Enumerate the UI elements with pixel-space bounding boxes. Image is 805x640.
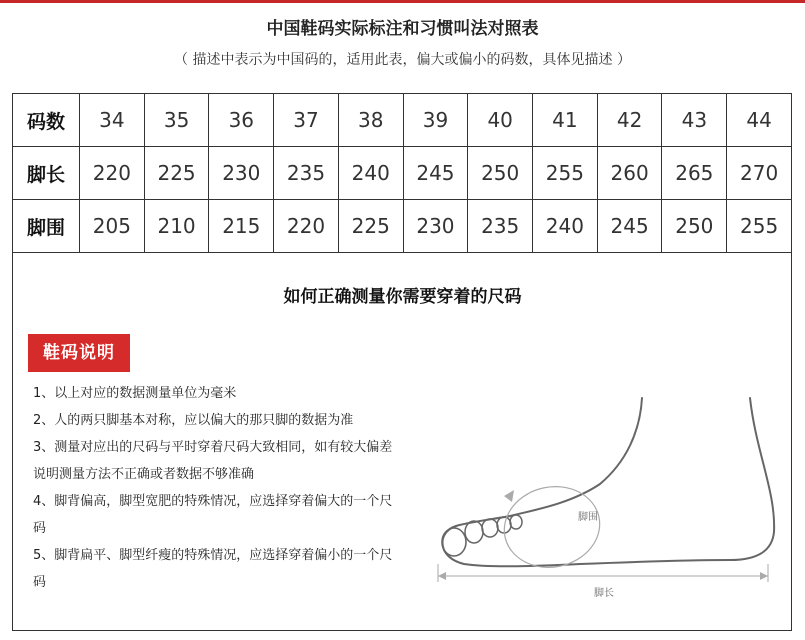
top-accent-bar	[0, 0, 805, 3]
note-line: 码	[33, 521, 47, 536]
note-line: 码	[33, 575, 47, 590]
size-cell: 42	[597, 94, 662, 147]
length-cell: 240	[338, 147, 403, 200]
girth-cell: 210	[144, 200, 209, 253]
note-line: 2、人的两只脚基本对称，应以偏大的那只脚的数据为准	[33, 413, 354, 428]
length-label: 脚长	[594, 588, 614, 599]
row-header-foot-girth: 脚围	[13, 200, 80, 253]
toe	[465, 521, 483, 543]
size-cell: 44	[727, 94, 792, 147]
girth-cell: 240	[533, 200, 598, 253]
girth-label: 脚围	[578, 512, 598, 523]
length-cell: 230	[209, 147, 274, 200]
size-cell: 37	[274, 94, 339, 147]
big-toe	[442, 528, 466, 556]
measure-section-title: 如何正确测量你需要穿着的尺码	[283, 287, 522, 307]
girth-cell: 245	[597, 200, 662, 253]
size-notes-badge: 鞋码说明	[28, 334, 130, 372]
girth-cell: 225	[338, 200, 403, 253]
girth-cell: 255	[727, 200, 792, 253]
size-cell: 38	[338, 94, 403, 147]
note-line: 4、脚背偏高，脚型宽肥的特殊情况，应选择穿着偏大的一个尺	[33, 494, 393, 509]
girth-cell: 220	[274, 200, 339, 253]
note-line: 3、测量对应出的尺码与平时穿着尺码大致相同，如有较大偏差	[33, 440, 393, 455]
girth-arrow-icon	[504, 490, 514, 502]
girth-cell: 215	[209, 200, 274, 253]
note-line: 1、以上对应的数据测量单位为毫米	[33, 386, 237, 401]
foot-outline	[443, 398, 775, 566]
size-cell: 40	[468, 94, 533, 147]
length-arrow-left-icon	[438, 572, 446, 580]
length-cell: 260	[597, 147, 662, 200]
page-subtitle: （ 描述中表示为中国码的，适用此表，偏大或偏小的码数，具体见描述 ）	[174, 52, 631, 68]
length-cell: 270	[727, 147, 792, 200]
size-cell: 36	[209, 94, 274, 147]
page-title: 中国鞋码实际标注和习惯叫法对照表	[266, 19, 539, 39]
row-header-size: 码数	[13, 94, 80, 147]
girth-cell: 205	[80, 200, 145, 253]
note-line: 5、脚背扁平、脚型纤瘦的特殊情况，应选择穿着偏小的一个尺	[33, 548, 393, 563]
length-arrow-right-icon	[760, 572, 768, 580]
girth-cell: 235	[468, 200, 533, 253]
size-cell: 34	[80, 94, 145, 147]
note-line: 说明测量方法不正确或者数据不够准确	[33, 467, 255, 482]
girth-cell: 230	[403, 200, 468, 253]
length-cell: 220	[80, 147, 145, 200]
table-row	[13, 147, 792, 200]
length-cell: 255	[533, 147, 598, 200]
size-notes-list	[33, 380, 433, 596]
size-table	[12, 93, 792, 253]
size-cell: 35	[144, 94, 209, 147]
length-cell: 225	[144, 147, 209, 200]
length-cell: 235	[274, 147, 339, 200]
table-row	[13, 94, 792, 147]
table-row	[13, 200, 792, 253]
length-cell: 250	[468, 147, 533, 200]
size-cell: 41	[533, 94, 598, 147]
toe	[482, 519, 498, 537]
length-cell: 245	[403, 147, 468, 200]
length-cell: 265	[662, 147, 727, 200]
size-cell: 39	[403, 94, 468, 147]
girth-cell: 250	[662, 200, 727, 253]
toe	[510, 515, 522, 529]
foot-measurement-diagram	[430, 392, 780, 612]
row-header-foot-length: 脚长	[13, 147, 80, 200]
size-cell: 43	[662, 94, 727, 147]
